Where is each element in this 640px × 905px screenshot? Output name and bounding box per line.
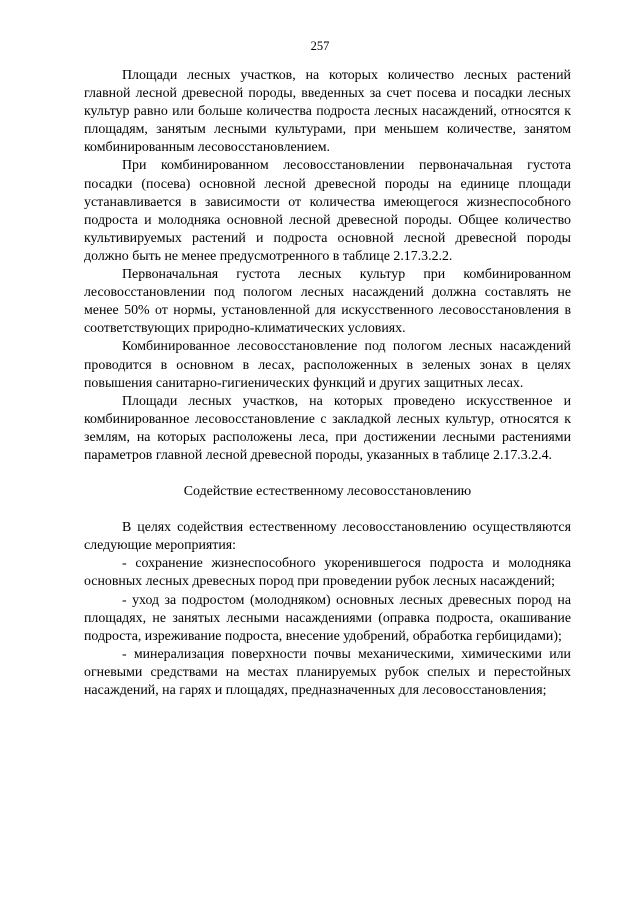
measures-intro: В целях содействия естественному лесовосстановлению осуществляются следующие мероприятия: — [84, 520, 571, 554]
list-item-preserve-undergrowth: - сохранение жизнеспособного укоренившегося подроста и молодняка основных лесных древесных пород при проведении рубок лесных насаждений; — [84, 556, 571, 590]
page-number: 257 — [310, 39, 330, 53]
paragraph-land-classification: Площади лесных участков, на которых проведено искусственное и комбинированное лесовосстановление с закладкой лесных культур, относятся к землям, на которых расположены леса, при достижении лесными растениями параметров главной лесной древесной породы, указанных в таблице 2.17.3.2.4. — [84, 393, 571, 463]
paragraph-forest-cultures-area: Площади лесных участков, на которых количество лесных растений главной лесной древесной породы, введенных за счет посева и посадки лесных культур равно или больше количества подроста лесных насаждений, относятся к площадям, занятым лесными культурами, при меньшем количестве, занятом комбинированным лесовосстановлением. — [84, 68, 571, 156]
list-item-undergrowth-care: - уход за подростом (молодняком) основных лесных древесных пород на площадях, не занятых лесными насаждениями (оправка подроста, окашивание подроста, изреживание подроста, внесение удобрений, обработка гербицидами); — [84, 592, 571, 644]
paragraph-combined-restoration: Комбинированное лесовосстановление под пологом лесных насаждений проводится в основном в лесах, расположенных в зеленых зонах в целях повышения санитарно-гигиенических функций и других защитных лесах. — [84, 339, 571, 391]
list-item-soil-mineralization: - минерализация поверхности почвы механическими, химическими или огневыми средствами на местах планируемых рубок спелых и перестойных насаждений, на гарях и площадях, предназначенных для лесовосстановления; — [84, 646, 571, 698]
paragraph-density-canopy: Первоначальная густота лесных культур при комбинированном лесовосстановлении под пологом лесных насаждений должна составлять не менее 50% от нормы, установленной для искусственного лесовосстановления в соответствующих природно-климатических условиях. — [84, 267, 571, 337]
paragraph-initial-density: При комбинированном лесовосстановлении первоначальная густота посадки (посева) основной лесной древесной породы на единице площади устанавливается в зависимости от количества имеющегося жизнеспособного подроста и молодняка основной лесной древесной породы. Общее количество культивируемых растений и подроста основной лесной древесной породы должно быть не менее предусмотренного в таблице 2.17.3.2.2. — [84, 158, 571, 264]
section-heading: Содействие естественному лесовосстановлению — [183, 484, 472, 500]
document-body — [84, 67, 571, 700]
